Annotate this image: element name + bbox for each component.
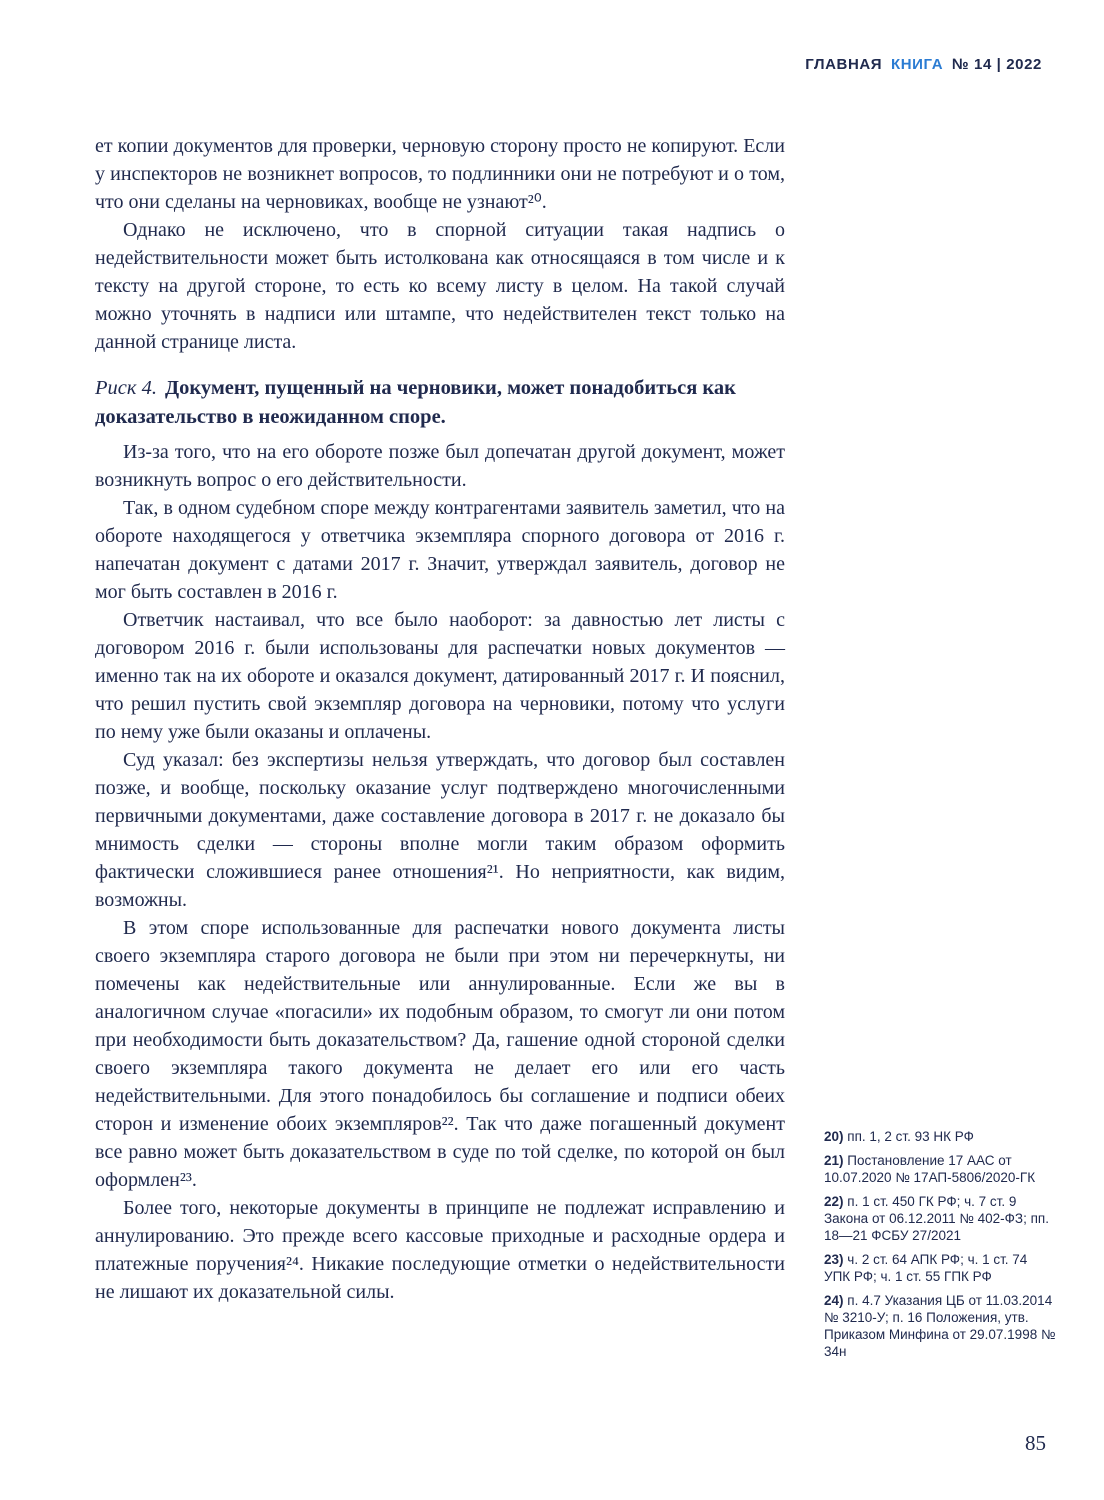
footnote-text: Постановление 17 ААС от 10.07.2020 № 17АП-5806/2020-ГК [824,1153,1036,1185]
footnote-text: п. 4.7 Указания ЦБ от 11.03.2014 № 3210-У; п. 16 Положения, утв. Приказом Минфина от 29.07.1998 № 34н [824,1293,1056,1359]
footnote [824,1292,1056,1360]
masthead-issue: № 14 | 2022 [951,56,1042,73]
footnote-text: ч. 2 ст. 64 АПК РФ; ч. 1 ст. 74 УПК РФ; ч. 1 ст. 55 ГПК РФ [824,1252,1028,1284]
masthead [805,56,1042,73]
body-paragraph: Так, в одном судебном споре между контрагентами заявитель заметил, что на обороте находящегося у ответчика экземпляра спорного договора от 2016 г. напечатан документ с датами 2017 г. Значит, утверждал заявитель, договор не мог быть составлен в 2016 г. [95,497,785,603]
body-paragraph: Из-за того, что на его обороте позже был допечатан другой документ, может возникнуть вопрос о его действительности. [95,441,785,491]
body-paragraph: Ответчик настаивал, что все было наоборот: за давностью лет листы с договором 2016 г. были использованы для распечатки новых документов — именно так на их обороте и оказался документ, датированный 2017 г. И пояснил, что решил пустить свой экземпляр договора на черновики, потому что услуги по нему уже были оказаны и оплачены. [95,609,785,743]
masthead-title-part1: ГЛАВНАЯ [805,56,883,73]
risk-heading-label: Риск 4. [95,377,157,399]
footnote [824,1251,1056,1285]
risk-heading-text: Документ, пущенный на черновики, может понадобиться как доказательство в неожиданном споре. [95,377,736,428]
footnote-number: 22) [824,1194,844,1209]
risk-heading [95,374,785,432]
footnote-text: пп. 1, 2 ст. 93 НК РФ [847,1129,974,1144]
footnote-number: 21) [824,1153,844,1168]
body-paragraph: В этом споре использованные для распечатки нового документа листы своего экземпляра старого договора не были при этом ни перечеркнуты, ни помечены как недействительные или аннулированные. Если же вы в аналогичном случае «погасили» их подобным образом, то смогут ли они потом при необходимости быть доказательством? Да, гашение одной стороной сделки своего экземпляра такого документа не делает его или его часть недействительными. Для этого понадобилось бы соглашение и подписи обеих сторон и изменение обоих экземпляров²². Так что даже погашенный документ все равно может быть доказательством в суде по той сделке, по которой он был оформлен²³. [95,917,785,1191]
footnote-number: 20) [824,1129,844,1144]
body-paragraph: Однако не исключено, что в спорной ситуации такая надпись о недействительности может быть истолкована как относящаяся в том числе и к тексту на другой стороне, то есть ко всему листу в целом. На такой случай можно уточнять в надписи или штампе, что недействителен текст только на данной странице листа. [95,219,785,353]
footnote [824,1193,1056,1244]
footnote-number: 24) [824,1293,844,1308]
body-paragraph: Более того, некоторые документы в принципе не подлежат исправлению и аннулированию. Это прежде всего кассовые приходные и расходные ордера и платежные поручения²⁴. Никакие последующие отметки о недействительности не лишают их доказательной силы. [95,1197,785,1303]
footnotes-sidebar [824,1128,1056,1367]
article-body [95,132,785,1306]
body-paragraph: ет копии документов для проверки, черновую сторону просто не копируют. Если у инспекторов не возникнет вопросов, то подлинники они не потребуют и о том, что они сделаны на черновиках, вообще не узнают²⁰. [95,135,785,213]
footnote [824,1152,1056,1186]
footnote-text: п. 1 ст. 450 ГК РФ; ч. 7 ст. 9 Закона от 06.12.2011 № 402-ФЗ; пп. 18—21 ФСБУ 27/2021 [824,1194,1049,1243]
footnote [824,1128,1056,1145]
page-number: 85 [1025,1431,1046,1455]
body-paragraph: Суд указал: без экспертизы нельзя утверждать, что договор был составлен позже, и вообще, поскольку оказание услуг подтверждено многочисленными первичными документами, даже составление договора в 2017 г. не доказало бы мнимость сделки — стороны вполне могли таким образом оформить фактически сложившиеся ранее отношения²¹. Но неприятности, как видим, возможны. [95,749,785,911]
masthead-title-part2: КНИГА [890,56,944,73]
footnote-number: 23) [824,1252,844,1267]
